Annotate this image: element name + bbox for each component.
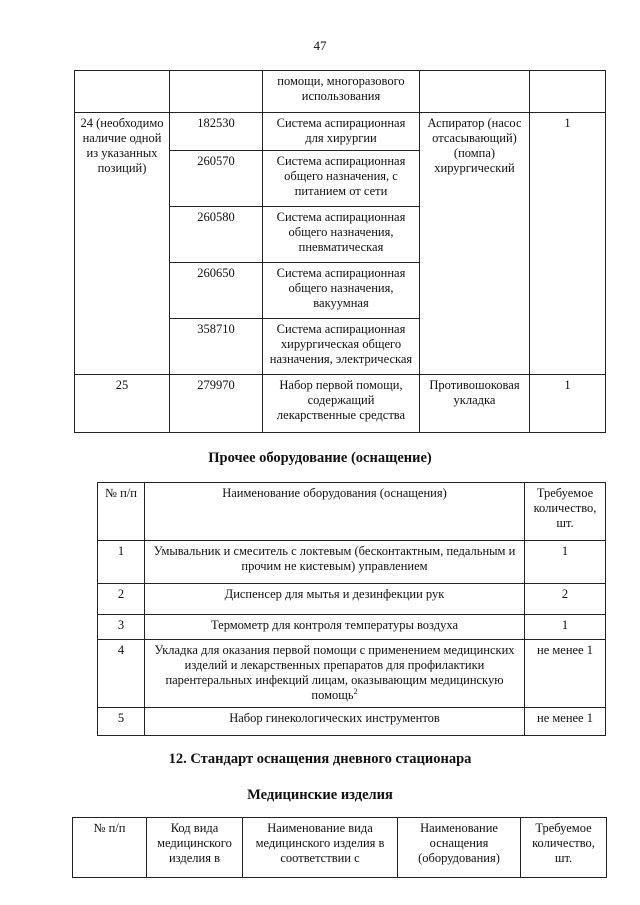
quantity: 1 <box>530 375 606 433</box>
column-header: Код вида медицинского изделия в <box>147 818 243 878</box>
footnote-marker: 2 <box>353 686 358 696</box>
column-header: № п/п <box>73 818 147 878</box>
device-name: Система аспирационная общего назначения, вакуумная <box>263 263 420 319</box>
table-row <box>75 113 606 151</box>
item-text: Укладка для оказания первой помощи с применением медицинских изделий и лекарственных препаратов для профилактики парентеральных инфекций лицам, оказывающим медицинскую помощь <box>154 643 515 702</box>
equipment-name <box>145 640 525 708</box>
row-number: 24 (необходимо наличие одной из указанных позиций) <box>75 113 170 375</box>
device-code: 260570 <box>170 151 263 207</box>
equipment-table-continued <box>74 70 606 433</box>
column-header: Наименование оборудования (оснащения) <box>145 483 525 541</box>
device-name: Набор первой помощи, содержащий лекарственные средства <box>263 375 420 433</box>
page-number: 47 <box>313 38 327 53</box>
subsection-heading: Медицинские изделия <box>247 787 393 803</box>
quantity: 2 <box>525 584 606 615</box>
table-row <box>98 615 606 640</box>
row-number: 1 <box>98 541 145 584</box>
device-name: Система аспирационная для хирургии <box>263 113 420 151</box>
device-name: Система аспирационная общего назначения, с питанием от сети <box>263 151 420 207</box>
quantity: 1 <box>530 113 606 375</box>
device-code: 279970 <box>170 375 263 433</box>
column-header: № п/п <box>98 483 145 541</box>
row-number: 3 <box>98 615 145 640</box>
device-code: 260580 <box>170 207 263 263</box>
table-header-row <box>73 818 607 878</box>
device-name: Система аспирационная хирургическая общего назначения, электрическая <box>263 319 420 375</box>
quantity: 1 <box>525 541 606 584</box>
table-row <box>98 640 606 708</box>
equipment-name: Диспенсер для мытья и дезинфекции рук <box>145 584 525 615</box>
table-row <box>98 584 606 615</box>
equipment-name: Противошоковая укладка <box>420 375 530 433</box>
quantity: 1 <box>525 615 606 640</box>
table-header-row <box>98 483 606 541</box>
column-header: Наименование вида медицинского изделия в соответствии с <box>243 818 398 878</box>
table-row <box>75 71 606 113</box>
column-header: Наименование оснащения (оборудования) <box>398 818 521 878</box>
row-number: 4 <box>98 640 145 708</box>
section-heading: 12. Стандарт оснащения дневного стационара <box>168 751 472 767</box>
device-code: 260650 <box>170 263 263 319</box>
medical-devices-table <box>72 817 607 878</box>
section-heading: Прочее оборудование (оснащение) <box>208 450 432 466</box>
row-number: 2 <box>98 584 145 615</box>
device-name: Система аспирационная общего назначения, пневматическая <box>263 207 420 263</box>
quantity: не менее 1 <box>525 640 606 708</box>
device-code: 358710 <box>170 319 263 375</box>
table-row <box>75 375 606 433</box>
row-number: 5 <box>98 708 145 736</box>
other-equipment-table <box>97 482 606 736</box>
table-row <box>98 708 606 736</box>
table-row <box>98 541 606 584</box>
equipment-name: Умывальник и смеситель с локтевым (бесконтактным, педальным и прочим не кистевым) управлением <box>145 541 525 584</box>
equipment-name: Аспиратор (насос отсасывающий) (помпа) хирургический <box>420 113 530 375</box>
equipment-name: Термометр для контроля температуры воздуха <box>145 615 525 640</box>
column-header: Требуемое количество, шт. <box>525 483 606 541</box>
device-name: помощи, многоразового использования <box>263 71 420 113</box>
device-code: 182530 <box>170 113 263 151</box>
column-header: Требуемое количество, шт. <box>521 818 607 878</box>
row-number: 25 <box>75 375 170 433</box>
quantity: не менее 1 <box>525 708 606 736</box>
equipment-name: Набор гинекологических инструментов <box>145 708 525 736</box>
